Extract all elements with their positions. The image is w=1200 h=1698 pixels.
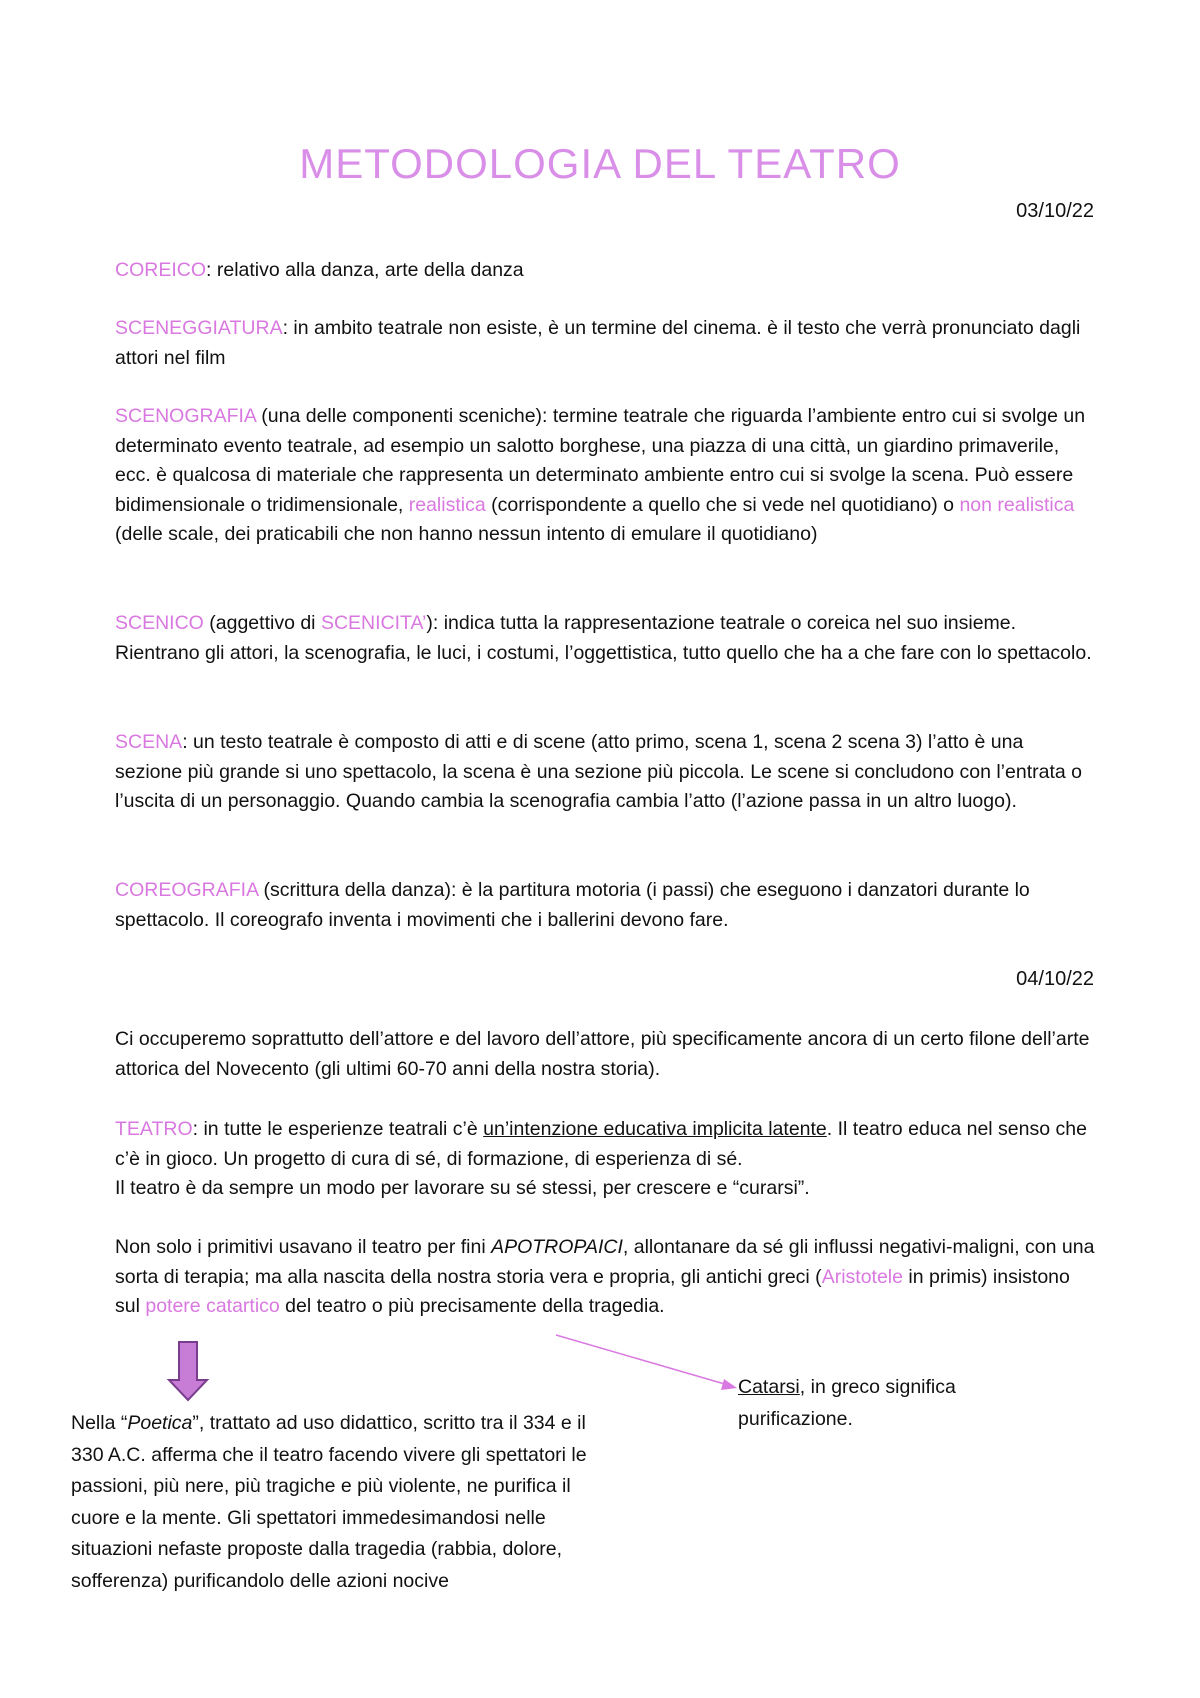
keyword-non-realistica: non realistica	[959, 493, 1075, 516]
note-text: ”, trattato ad uso didattico, scritto tra il 334 e il 330 A.C. afferma che il teatro facendo vivere gli spettatori le passioni, più nere, più tragiche e più violente, ne purifica il cuore e la mente. Gli spettatori immedesimandosi nelle situazioni nefaste proposte dalla tragedia (rabbia, dolore, sofferenza) purificandolo delle azioni nocive	[71, 1412, 587, 1592]
definition-scenografia	[115, 402, 1095, 550]
poetica-note	[71, 1408, 591, 1597]
term-teatro: TEATRO	[115, 1118, 193, 1140]
definition-text: (scrittura della danza): è la partitura motoria (i passi) che eseguono i danzatori durante lo spettacolo. Il coreografo inventa i movimenti che i ballerini devono fare.	[115, 879, 1030, 931]
definition-text: : relativo alla danza, arte della danza	[206, 259, 524, 281]
italic-poetica: Poetica	[127, 1412, 193, 1434]
italic-apotropaici: APOTROPAICI	[491, 1236, 623, 1258]
catarsi-note	[738, 1372, 1038, 1435]
intro-paragraph: Ci occuperemo soprattutto dell’attore e del lavoro dell’attore, più specificamente ancora di un certo filone dell’arte attorica del Novecento (gli ultimi 60-70 anni della nostra storia).	[115, 1028, 1090, 1080]
definition-scena	[115, 728, 1095, 817]
underlined-phrase: un’intenzione educativa implicita latente	[483, 1118, 827, 1140]
definition-text: . Il teatro educa nel senso che c’è in gioco. Un progetto di cura di sé, di formazione, di esperienza di sé.	[115, 1118, 1087, 1170]
arrowhead-icon	[721, 1379, 737, 1390]
pointer-arrow-line	[556, 1335, 728, 1385]
term-scenografia: SCENOGRAFIA	[115, 405, 256, 427]
date-first: 03/10/22	[1016, 200, 1094, 222]
definition-text: ): indica tutta la rappresentazione teatrale o coreica nel suo insieme. Rientrano gli attori, la scenografia, le luci, i costumi, l’oggettistica, tutto quello che ha a che fare con lo spettacolo.	[115, 612, 1092, 664]
definition-text: : in ambito teatrale non esiste, è un termine del cinema. è il testo che verrà pronunciato dagli attori nel film	[115, 317, 1081, 369]
definition-text: (una delle componenti sceniche): termine teatrale che riguarda l’ambiente entro cui si svolge un determinato evento teatrale, ad esempio un salotto borghese, una piazza di una città, un giardino primaverile, ecc. è qualcosa di materiale che rappresenta un determinato ambiente entro cui si svolge la scena. Può essere bidimensionale o tridimensionale,	[115, 405, 1086, 516]
paragraph-text: del teatro o più precisamente della tragedia.	[279, 1295, 665, 1317]
date-second: 04/10/22	[1016, 968, 1094, 990]
definition-text: (corrispondente a quello che si vede nel quotidiano) o	[485, 493, 960, 516]
definition-coreografia	[115, 876, 1095, 935]
paragraph-text: in primis) insistono sul	[115, 1265, 1070, 1317]
term-scena: SCENA	[115, 731, 183, 753]
note-text: , in greco significa purificazione.	[738, 1376, 956, 1430]
paragraph-text: Non solo i primitivi usavano il teatro per fini	[115, 1236, 492, 1258]
keyword-scenicita: SCENICITA’	[320, 612, 427, 634]
page-title: METODOLOGIA DEL TEATRO	[299, 140, 901, 187]
definition-text: : in tutte le esperienze teatrali c’è	[192, 1118, 484, 1140]
term-sceneggiatura: SCENEGGIATURA	[115, 317, 283, 339]
underlined-catarsi: Catarsi	[738, 1376, 800, 1398]
definition-text: : un testo teatrale è composto di atti e di scene (atto primo, scena 1, scena 2 scena 3) l’atto è una sezione più grande si uno spettacolo, la scena è una sezione più piccola. Le scene si concludono con l’entrata o l’uscita di un personaggio. Quando cambia la scenografia cambia l’atto (l’azione passa in un altro luogo).	[115, 731, 1082, 812]
definition-sceneggiatura	[115, 314, 1095, 373]
definition-text: (aggettivo di	[203, 612, 321, 634]
paragraph-text: , allontanare da sé gli influssi negativi-maligni, con una sorta di terapia; ma alla nascita della nostra storia vera e propria, gli antichi greci (	[115, 1236, 1095, 1288]
definition-coreico	[115, 256, 1095, 286]
definition-teatro	[115, 1115, 1095, 1204]
term-coreico: COREICO	[115, 259, 207, 281]
keyword-aristotele: Aristotele	[821, 1265, 903, 1288]
term-coreografia: COREOGRAFIA	[115, 879, 259, 901]
definition-text: (delle scale, dei praticabili che non hanno nessun intento di emulare il quotidiano)	[115, 523, 818, 545]
primitivi-paragraph	[115, 1233, 1095, 1322]
keyword-realistica: realistica	[408, 493, 486, 516]
definition-scenico	[115, 609, 1095, 668]
definition-text: Il teatro è da sempre un modo per lavorare su sé stessi, per crescere e “curarsi”.	[115, 1177, 810, 1199]
down-arrow-icon	[169, 1342, 207, 1400]
term-scenico: SCENICO	[115, 612, 204, 634]
note-text: Nella “	[71, 1412, 128, 1434]
keyword-potere-catartico: potere catartico	[145, 1295, 280, 1317]
